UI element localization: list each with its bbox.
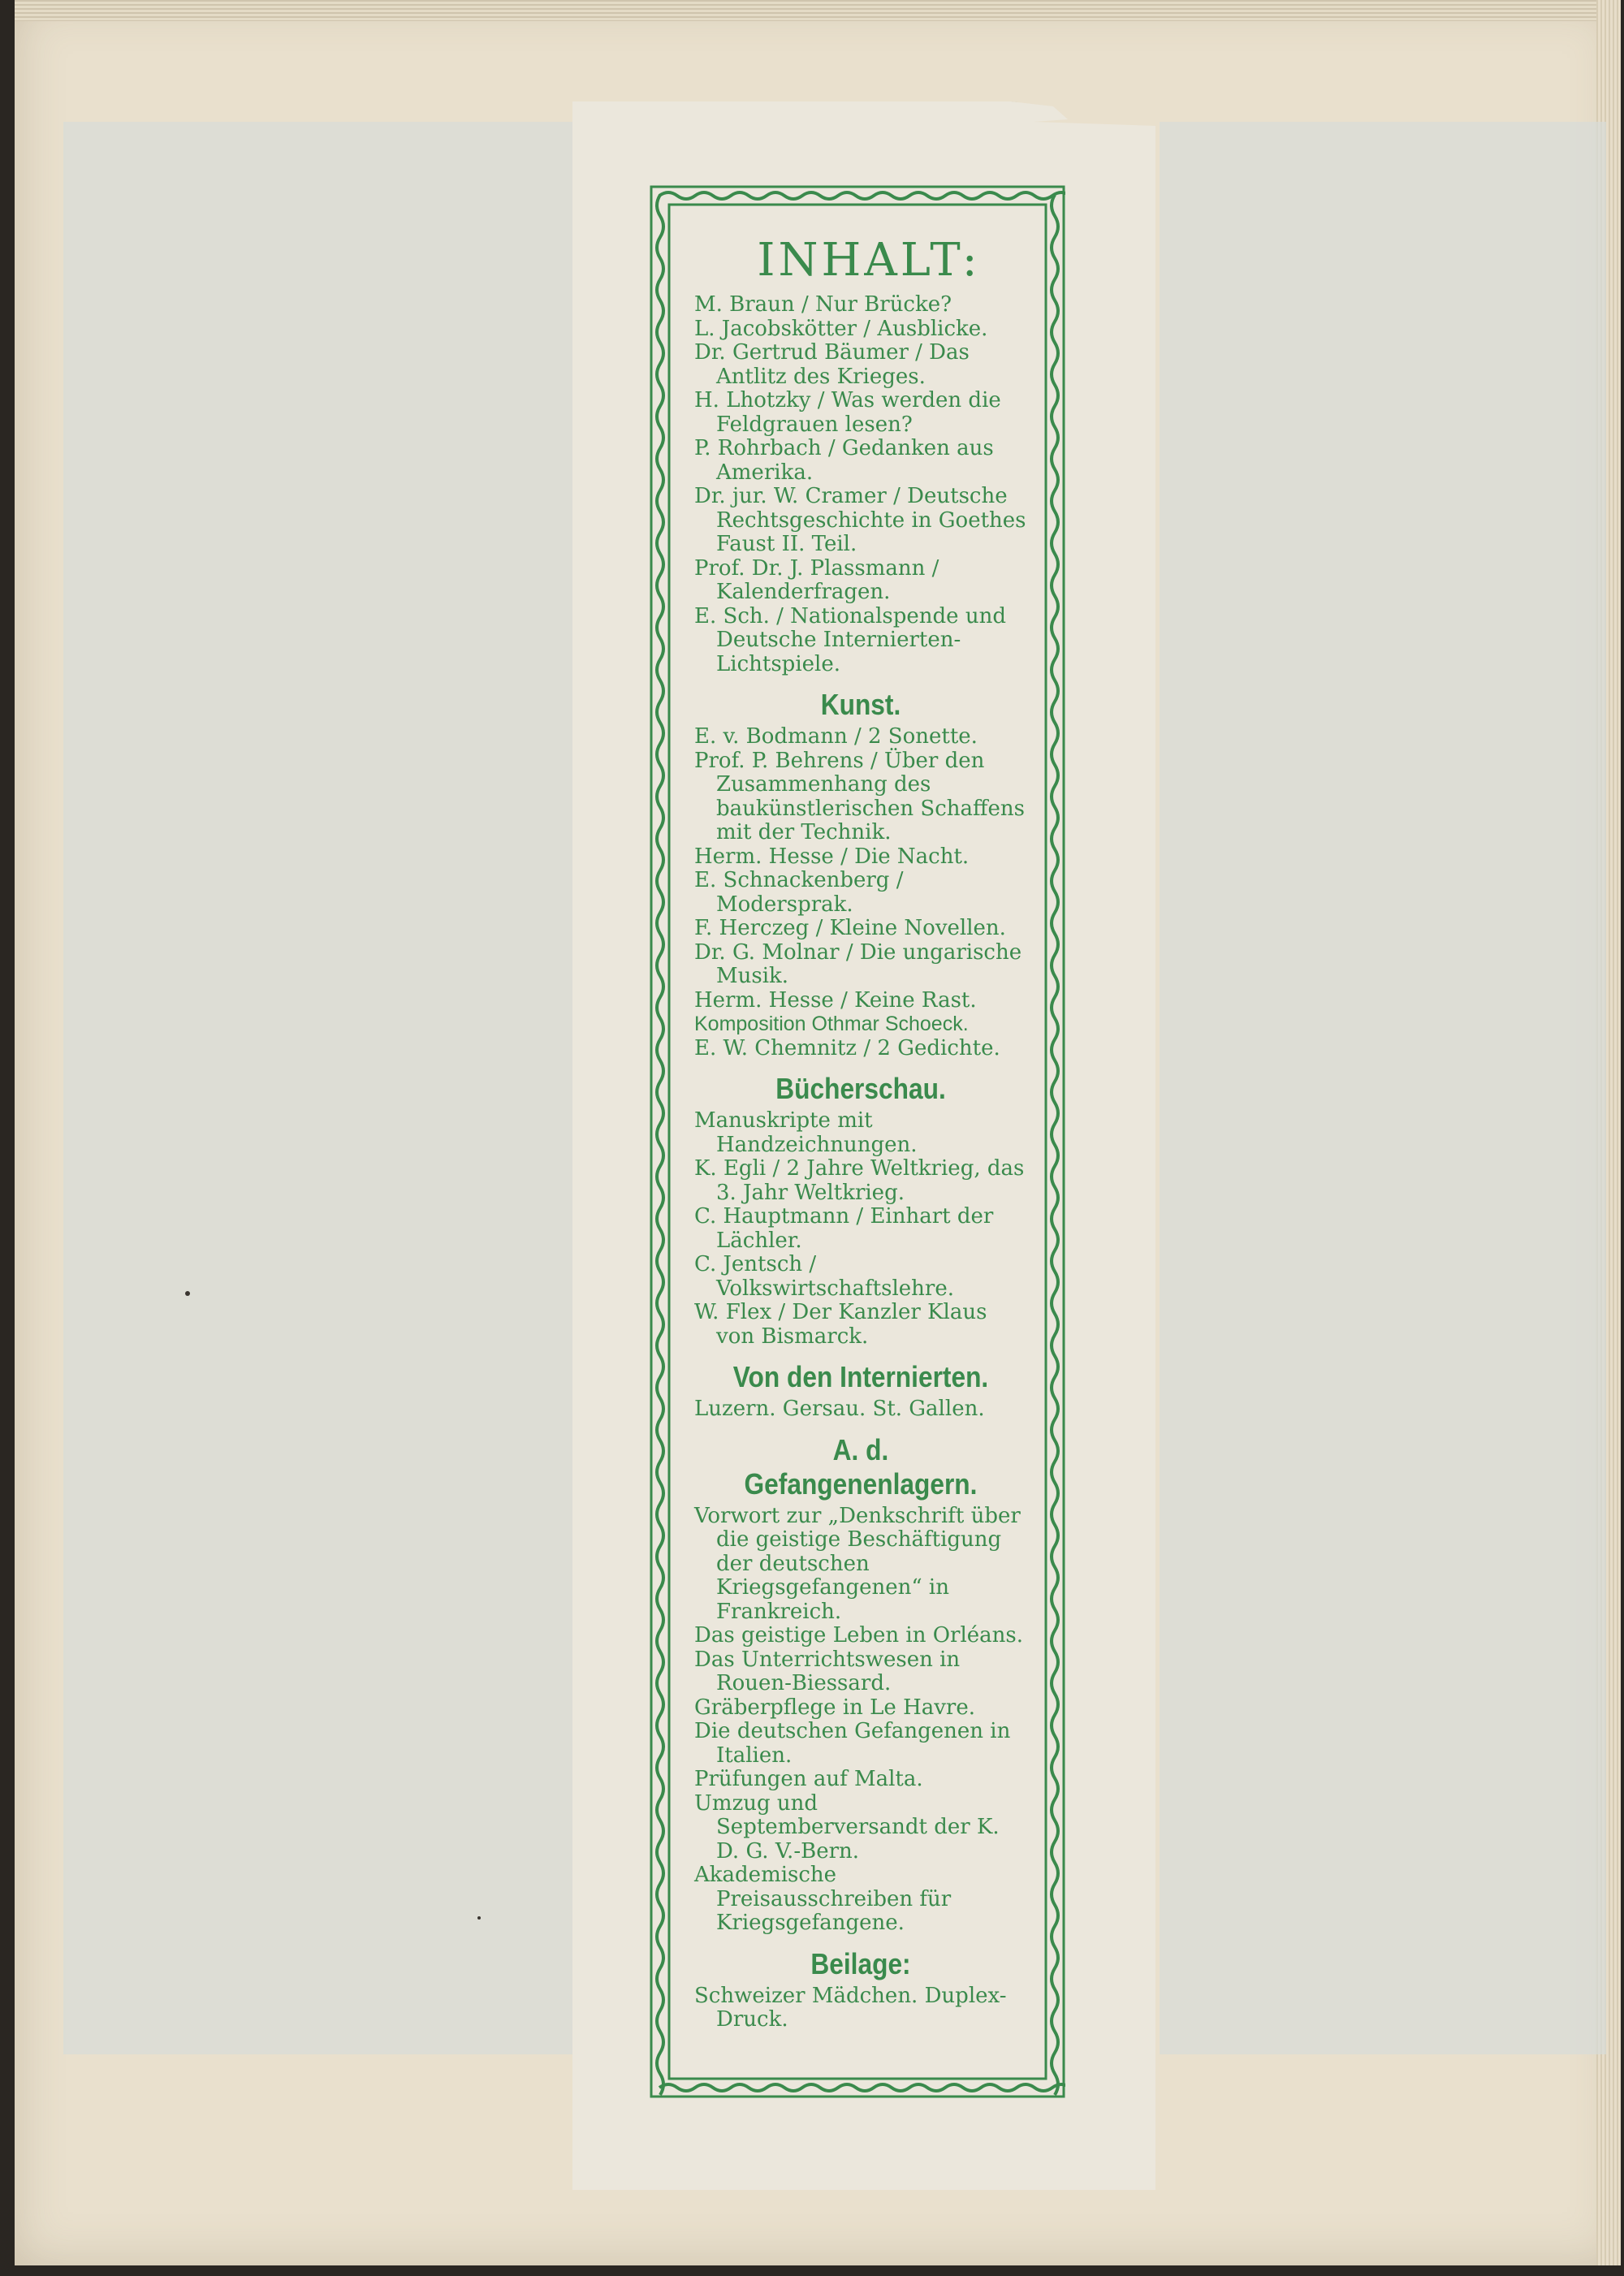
contents-entry: Gräberpflege in Le Havre. (694, 1695, 976, 1720)
table-of-contents (694, 234, 1027, 2032)
contents-entry: P. Rohrbach / Gedanken aus Amerika. (694, 436, 994, 485)
contents-entry: M. Braun / Nur Brücke? (694, 292, 952, 317)
ornamental-frame (650, 185, 1065, 2098)
contents-entry: Komposition Othmar Schoeck. (694, 1013, 969, 1035)
contents-entry: Prüfungen auf Malta. (694, 1767, 923, 1791)
contents-entry: Herm. Hesse / Die Nacht. (694, 844, 970, 869)
contents-entry: Umzug und Septemberversandt der K. D. G. V.-Bern. (694, 1790, 1000, 1864)
contents-title: INHALT: (757, 234, 981, 287)
contents-entry: Dr. jur. W. Cramer / Deutsche Rechtsgeschichte in Goethes Faust II. Teil. (694, 484, 1026, 556)
section-heading: A. d. Gefangenenlagern. (744, 1432, 978, 1501)
paper-speck (477, 1916, 481, 1920)
contents-entry: Dr. Gertrud Bäumer / Das Antlitz des Krieges. (694, 340, 970, 389)
contents-entry: Prof. Dr. J. Plassmann / Kalenderfragen. (694, 555, 939, 604)
section-heading: Bücherschau. (775, 1072, 946, 1105)
page-stack-top-edge (15, 0, 1621, 21)
section-heading: Beilage: (810, 1946, 911, 1980)
contents-entry: H. Lhotzky / Was werden die Feldgrauen lesen? (694, 388, 1001, 437)
section-heading: Von den Internierten. (732, 1360, 989, 1393)
contents-entry: Das Unterrichtswesen in Rouen-Biessard. (694, 1647, 961, 1695)
contents-entry: L. Jacobskötter / Ausblicke. (694, 316, 988, 341)
horizontal-wave-ornament (659, 192, 1065, 199)
contents-entry: E. v. Bodmann / 2 Sonette. (694, 724, 978, 749)
show-through-plate-left (63, 122, 583, 2054)
contents-entry: Das geistige Leben in Orléans. (694, 1623, 1024, 1648)
paper-speck (185, 1291, 190, 1296)
contents-entry: Schweizer Mädchen. Duplex-Druck. (694, 1983, 1007, 2032)
contents-entry: F. Herczeg / Kleine Novellen. (694, 916, 1006, 940)
contents-entry: E. Sch. / Nationalspende und Deutsche Internierten-Lichtspiele. (694, 603, 1006, 676)
contents-entry: Vorwort zur „Denkschrift über die geistige Beschäftigung der deutschen Kriegsgefangenen“ in Frankreich. (694, 1503, 1021, 1624)
contents-entry: Die deutschen Gefangenen in Italien. (694, 1719, 1011, 1768)
contents-entry: E. W. Chemnitz / 2 Gedichte. (694, 1035, 1000, 1060)
contents-entry: W. Flex / Der Kanzler Klaus von Bismarck. (694, 1300, 987, 1349)
show-through-plate-right (1160, 122, 1606, 2054)
horizontal-wave-ornament (659, 2084, 1065, 2091)
contents-entry: Manuskripte mit Handzeichnungen. (694, 1108, 918, 1157)
contents-entry: Luzern. Gersau. St. Gallen. (694, 1397, 985, 1421)
vertical-wave-ornament (1052, 195, 1058, 2095)
contents-entry: K. Egli / 2 Jahre Weltkrieg, das 3. Jahr Weltkrieg. (694, 1156, 1025, 1205)
contents-entry: Herm. Hesse / Keine Rast. (694, 987, 977, 1013)
contents-entry: Prof. P. Behrens / Über den Zusammenhang des baukünstlerischen Schaffens mit der Technik. (694, 748, 1025, 844)
contents-entry: C. Jentsch / Volkswirtschaftslehre. (694, 1252, 954, 1301)
contents-entry: Akademische Preisausschreiben für Kriegsgefangene. (694, 1863, 952, 1935)
contents-entry: Dr. G. Molnar / Die ungarische Musik. (694, 939, 1022, 988)
contents-entry: E. Schnackenberg / Modersprak. (694, 868, 904, 917)
contents-entry: C. Hauptmann / Einhart der Lächler. (694, 1204, 994, 1253)
section-heading: Kunst. (820, 688, 901, 721)
vertical-wave-ornament (657, 195, 663, 2095)
